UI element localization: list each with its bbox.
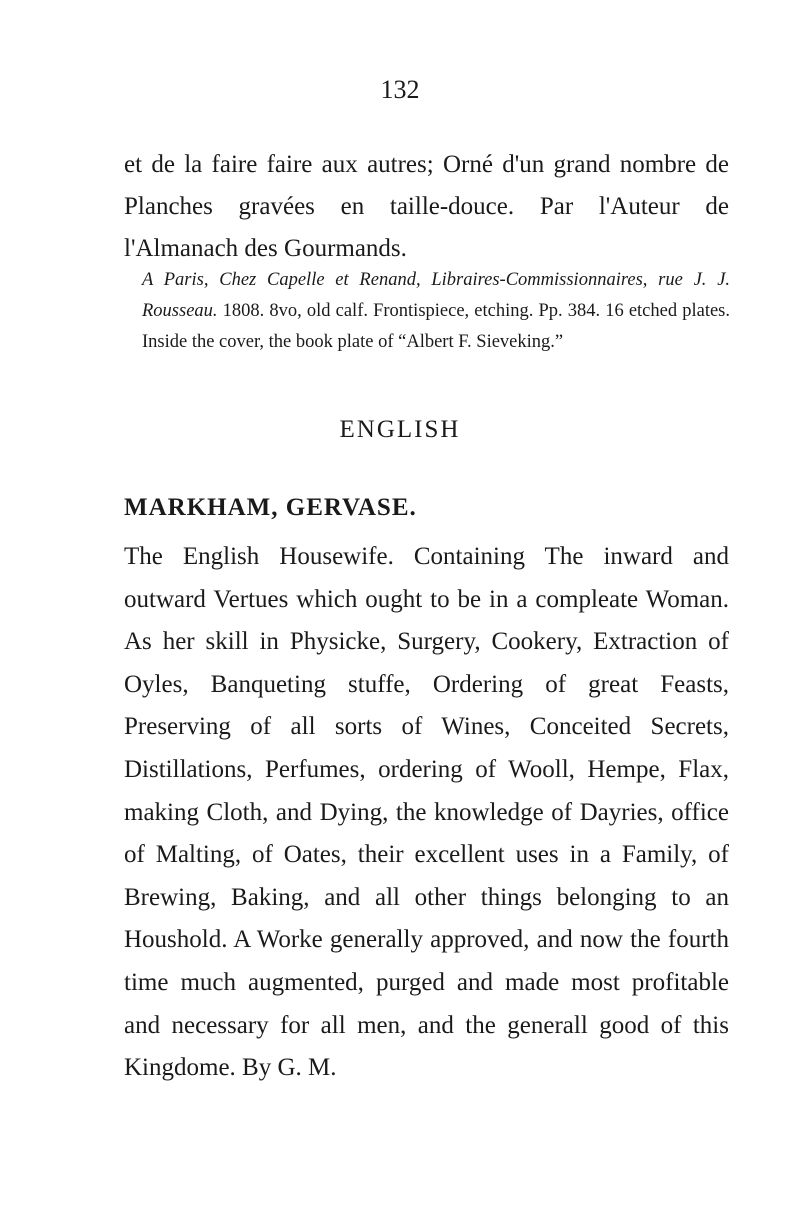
- previous-entry-imprint: [142, 265, 730, 358]
- imprint-publisher: Chez Capelle et Renand,: [219, 270, 421, 290]
- imprint-street: rue J. J. Rousseau.: [142, 270, 731, 321]
- imprint-role: Libraires-Commissionnaires,: [431, 270, 648, 290]
- entry-author: MARKHAM, GERVASE.: [124, 494, 417, 521]
- page-number: 132: [380, 75, 420, 104]
- imprint-place: A Paris,: [142, 270, 209, 290]
- section-heading: ENGLISH: [339, 416, 461, 443]
- imprint-details: 1808. 8vo, old calf. Frontispiece, etching. Pp. 384. 16 etched plates. Inside the cover, the book plate of “Albert F. Sieveking.”: [142, 301, 730, 352]
- previous-entry-text: et de la faire faire aux autres; Orné d'un grand nombre de Planches gravées en taille-douce. Par l'Auteur de l'Almanach des Gourmands.: [124, 151, 729, 262]
- entry-text: The English Housewife. Containing The inward and outward Vertues which ought to be in a compleate Woman. As her skill in Physicke, Surgery, Cookery, Extraction of Oyles, Banqueting stuffe, Ordering of great Feasts, Preserving of all sorts of Wines, Conceited Secrets, Distillations, Perfumes, ordering of Wooll, Hempe, Flax, making Cloth, and Dying, the knowledge of Dayries, office of Malting, of Oates, their excellent uses in a Family, of Brewing, Baking, and all other things belonging to an Houshold. A Worke generally approved, and now the fourth time much augmented, purged and made most profitable and necessary for all men, and the generall good of this Kingdome. By G. M.: [124, 543, 729, 1082]
